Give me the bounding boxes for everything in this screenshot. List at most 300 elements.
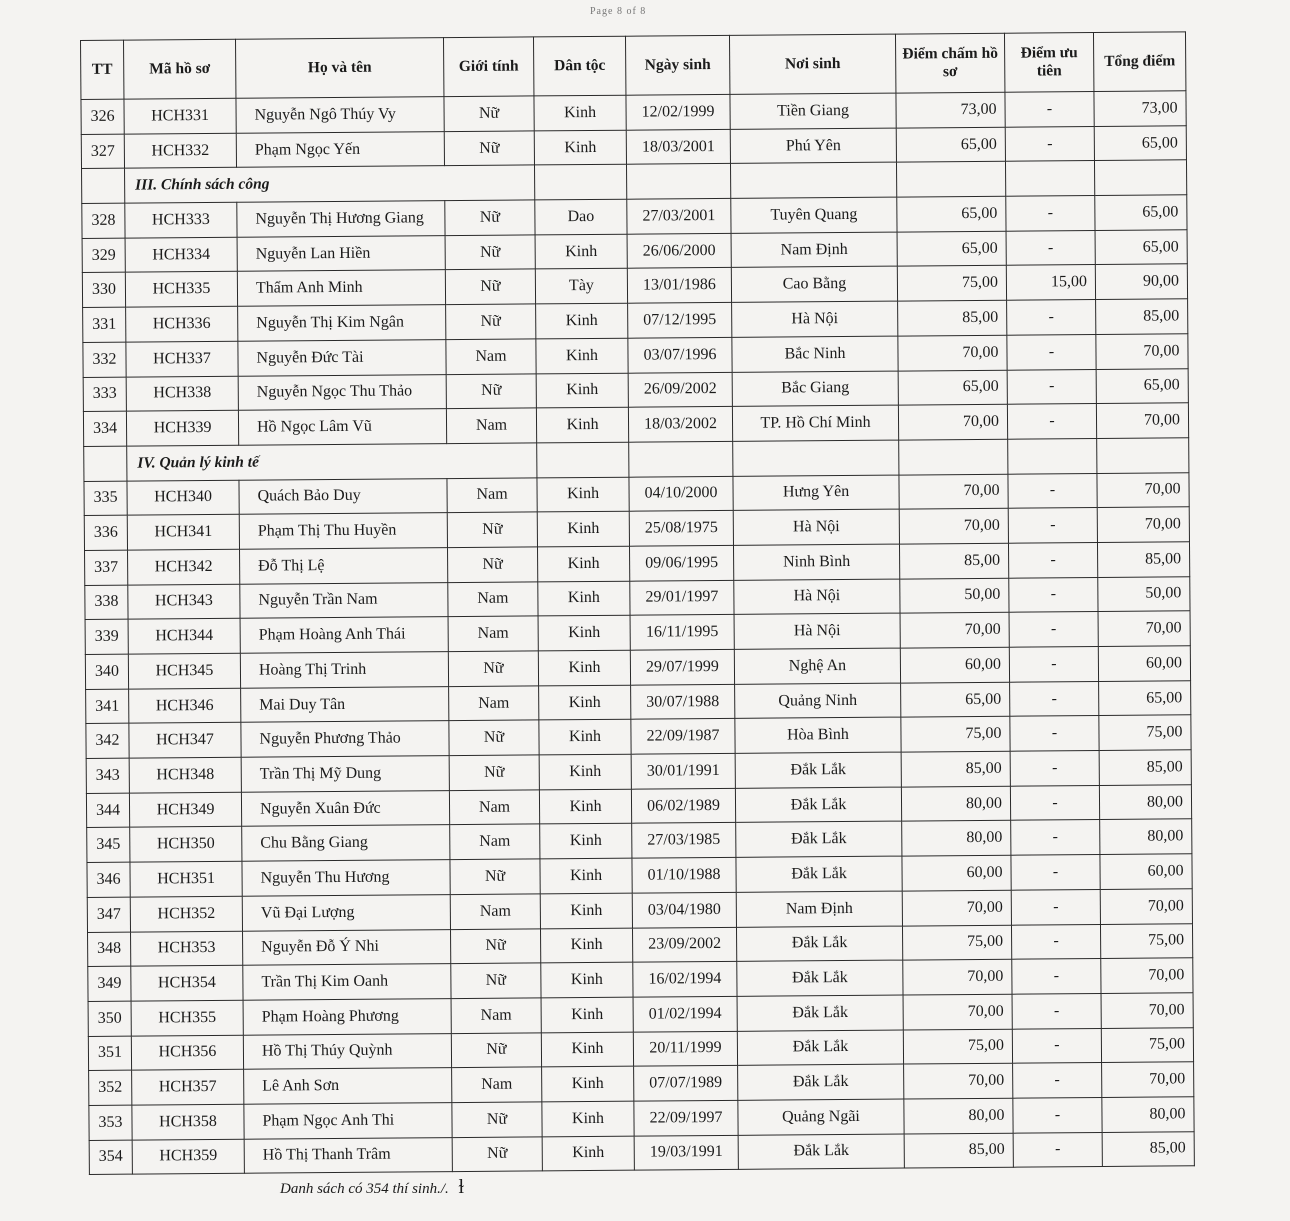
cell-gioi-tinh: Nam: [450, 824, 540, 859]
cell-tt: 342: [86, 724, 129, 759]
cell-ma-ho-so: HCH335: [125, 272, 237, 308]
cell-ma-ho-so: HCH336: [126, 306, 238, 342]
cell-tong-diem: 70,00: [1098, 611, 1190, 646]
cell-tt: 348: [88, 932, 131, 967]
cell-noi-sinh: Đắk Lắk: [737, 960, 903, 996]
cell-tong-diem: 85,00: [1102, 1131, 1194, 1166]
cell-tong-diem: 65,00: [1096, 368, 1188, 403]
cell-dan-toc: Kinh: [540, 824, 632, 859]
cell-tong-diem: 75,00: [1099, 715, 1191, 750]
cell-tt: 326: [81, 99, 124, 134]
cell-ho-va-ten: Hồ Thị Thanh Trâm: [244, 1137, 452, 1173]
cell-ngay-sinh: 03/07/1996: [628, 337, 732, 373]
section-empty-cell: [1097, 438, 1189, 473]
cell-ngay-sinh: 07/12/1995: [628, 303, 732, 339]
cell-noi-sinh: Đắk Lắk: [735, 752, 901, 788]
cell-ma-ho-so: HCH357: [132, 1069, 244, 1105]
cell-tt: 331: [83, 307, 126, 342]
cell-ho-va-ten: Vũ Đại Lượng: [242, 894, 450, 930]
cell-ngay-sinh: 16/02/1994: [633, 962, 737, 998]
cell-tong-diem: 70,00: [1096, 403, 1188, 438]
cell-ma-ho-so: HCH348: [129, 757, 241, 793]
cell-tt: 340: [85, 654, 128, 689]
cell-tong-diem: 80,00: [1099, 785, 1191, 820]
cell-diem-cham-ho-so: 85,00: [901, 751, 1010, 787]
cell-tong-diem: 75,00: [1100, 923, 1192, 958]
cell-ma-ho-so: HCH351: [130, 861, 242, 897]
cell-diem-cham-ho-so: 65,00: [897, 196, 1006, 232]
cell-tt: 349: [88, 966, 131, 1001]
cell-ho-va-ten: Nguyễn Ngọc Thu Thảo: [238, 374, 446, 410]
cell-dan-toc: Kinh: [539, 789, 631, 824]
cell-ho-va-ten: Lê Anh Sơn: [244, 1068, 452, 1104]
cell-ngay-sinh: 22/09/1997: [634, 1100, 738, 1136]
cell-tong-diem: 65,00: [1095, 230, 1187, 265]
cell-diem-cham-ho-so: 80,00: [902, 821, 1011, 857]
cell-diem-uu-tien: -: [1011, 820, 1100, 855]
section-empty-cell: [730, 162, 896, 198]
cell-ho-va-ten: Nguyễn Thu Hương: [242, 860, 450, 896]
cell-noi-sinh: Quảng Ninh: [735, 683, 901, 719]
cell-dan-toc: Kinh: [539, 754, 631, 789]
cell-diem-uu-tien: -: [1005, 126, 1094, 161]
cell-noi-sinh: Nam Định: [731, 232, 897, 268]
cell-tong-diem: 70,00: [1100, 889, 1192, 924]
cell-ma-ho-so: HCH337: [126, 341, 238, 377]
cell-dan-toc: Kinh: [536, 338, 628, 373]
cell-ngay-sinh: 04/10/2000: [629, 476, 733, 512]
cell-gioi-tinh: Nam: [449, 686, 539, 721]
cell-ngay-sinh: 26/09/2002: [628, 372, 732, 408]
cell-diem-cham-ho-so: 75,00: [901, 717, 1010, 753]
section-empty-cell: [626, 164, 730, 200]
cell-noi-sinh: Đắk Lắk: [736, 822, 902, 858]
cell-tt: 328: [82, 203, 125, 238]
candidate-count-text: Danh sách có 354 thí sinh./.: [280, 1181, 449, 1197]
cell-gioi-tinh: Nữ: [452, 1137, 542, 1172]
cell-ma-ho-so: HCH332: [124, 133, 236, 169]
cell-tt: 345: [87, 828, 130, 863]
cell-tong-diem: 70,00: [1102, 1062, 1194, 1097]
cell-noi-sinh: Đắk Lắk: [737, 995, 903, 1031]
cell-tong-diem: 65,00: [1095, 195, 1187, 230]
cell-dan-toc: Dao: [535, 199, 627, 234]
column-header-ho-va-ten: Họ và tên: [235, 38, 443, 99]
section-empty-cell: [629, 441, 733, 477]
cell-diem-cham-ho-so: 70,00: [898, 335, 1007, 371]
cell-diem-uu-tien: -: [1013, 1063, 1102, 1098]
cell-diem-cham-ho-so: 70,00: [899, 474, 1008, 510]
table-header-row: [81, 32, 1186, 100]
cell-noi-sinh: Hòa Bình: [735, 717, 901, 753]
cell-ma-ho-so: HCH356: [131, 1035, 243, 1071]
cell-tt: 347: [87, 897, 130, 932]
cell-dan-toc: Kinh: [536, 373, 628, 408]
cell-ho-va-ten: Nguyễn Xuân Đức: [241, 790, 449, 826]
cell-tt: 341: [86, 689, 129, 724]
cell-ho-va-ten: Nguyễn Lan Hiền: [237, 235, 445, 271]
cell-diem-cham-ho-so: 65,00: [897, 231, 1006, 267]
cell-ho-va-ten: Hoàng Thị Trinh: [240, 652, 448, 688]
cell-tt: 334: [83, 411, 126, 446]
cell-ngay-sinh: 23/09/2002: [632, 927, 736, 963]
cell-tt: 335: [84, 481, 127, 516]
column-header-tong-diem: Tổng điểm: [1093, 32, 1185, 92]
section-empty-cell: [534, 165, 626, 200]
cell-ma-ho-so: HCH354: [131, 965, 243, 1001]
cell-dan-toc: Kinh: [534, 95, 626, 130]
cell-ngay-sinh: 18/03/2002: [628, 407, 732, 443]
cell-dan-toc: Kinh: [541, 962, 633, 997]
cell-diem-uu-tien: -: [1008, 508, 1097, 543]
cell-ho-va-ten: Nguyễn Đức Tài: [238, 339, 446, 375]
cell-diem-cham-ho-so: 85,00: [904, 1133, 1013, 1169]
cell-gioi-tinh: Nữ: [449, 755, 539, 790]
cell-ngay-sinh: 01/02/1994: [633, 996, 737, 1032]
cell-ngay-sinh: 22/09/1987: [631, 719, 735, 755]
cell-diem-cham-ho-so: 80,00: [904, 1098, 1013, 1134]
cell-ngay-sinh: 26/06/2000: [627, 233, 731, 269]
cell-diem-uu-tien: -: [1010, 785, 1099, 820]
cell-diem-uu-tien: -: [1011, 855, 1100, 890]
column-header-noi-sinh: Nơi sinh: [729, 34, 895, 94]
cell-dan-toc: Kinh: [542, 1136, 634, 1171]
table-body: [81, 91, 1194, 1175]
cell-tong-diem: 85,00: [1097, 542, 1189, 577]
cell-noi-sinh: Bắc Ninh: [732, 336, 898, 372]
section-empty-cell: [896, 162, 1005, 198]
cell-diem-uu-tien: -: [1009, 612, 1098, 647]
cell-ho-va-ten: Hồ Thị Thúy Quỳnh: [243, 1033, 451, 1069]
cell-noi-sinh: Quảng Ngãi: [738, 1099, 904, 1135]
cell-diem-uu-tien: -: [1009, 647, 1098, 682]
cell-tt: 333: [83, 377, 126, 412]
cell-ho-va-ten: Phạm Thị Thu Huyền: [239, 513, 447, 549]
section-empty-cell: [84, 446, 127, 481]
cell-tong-diem: 60,00: [1098, 646, 1190, 681]
cell-dan-toc: Kinh: [542, 1066, 634, 1101]
cell-ngay-sinh: 18/03/2001: [626, 129, 730, 165]
cell-noi-sinh: Cao Bằng: [731, 267, 897, 303]
cell-tong-diem: 70,00: [1097, 472, 1189, 507]
cell-gioi-tinh: Nam: [446, 408, 536, 443]
cell-diem-uu-tien: -: [1006, 230, 1095, 265]
cell-gioi-tinh: Nữ: [446, 373, 536, 408]
cell-ma-ho-so: HCH340: [127, 480, 239, 516]
cell-gioi-tinh: Nữ: [445, 235, 535, 270]
cell-dan-toc: Kinh: [537, 477, 629, 512]
section-empty-cell: [1094, 160, 1186, 195]
cell-diem-cham-ho-so: 75,00: [897, 266, 1006, 302]
cell-dan-toc: Kinh: [535, 234, 627, 269]
cell-tt: 329: [82, 238, 125, 273]
column-header-diem-uu-tien: Điểm ưu tiên: [1004, 33, 1093, 93]
section-empty-cell: [82, 169, 125, 204]
cell-gioi-tinh: Nữ: [445, 200, 535, 235]
cell-dan-toc: Kinh: [538, 581, 630, 616]
cell-tt: 337: [85, 550, 128, 585]
cell-gioi-tinh: Nữ: [447, 512, 537, 547]
cell-dan-toc: Kinh: [539, 685, 631, 720]
cell-ngay-sinh: 09/06/1995: [629, 545, 733, 581]
cell-tong-diem: 75,00: [1101, 1027, 1193, 1062]
page-number-mark: Page 8 of 8: [590, 6, 647, 17]
table-row: [89, 1131, 1194, 1174]
cell-gioi-tinh: Nữ: [444, 131, 534, 166]
cell-noi-sinh: Nam Định: [736, 891, 902, 927]
cell-diem-cham-ho-so: 85,00: [899, 543, 1008, 579]
cell-diem-uu-tien: -: [1008, 473, 1097, 508]
column-header-tt: TT: [81, 40, 124, 99]
cell-dan-toc: Kinh: [541, 997, 633, 1032]
cell-noi-sinh: Ninh Bình: [733, 544, 899, 580]
cell-diem-uu-tien: -: [1007, 300, 1096, 335]
cell-diem-uu-tien: -: [1013, 1132, 1102, 1167]
cell-ho-va-ten: Nguyễn Thị Kim Ngân: [238, 305, 446, 341]
cell-diem-cham-ho-so: 65,00: [896, 127, 1005, 163]
cell-noi-sinh: Hà Nội: [734, 613, 900, 649]
candidate-list-sheet: [80, 31, 1194, 1175]
cell-dan-toc: Kinh: [536, 407, 628, 442]
cell-ma-ho-so: HCH342: [128, 549, 240, 585]
cell-gioi-tinh: Nữ: [449, 720, 539, 755]
cell-ngay-sinh: 27/03/1985: [632, 823, 736, 859]
cell-diem-uu-tien: -: [1008, 542, 1097, 577]
cell-diem-cham-ho-so: 50,00: [900, 578, 1009, 614]
cell-diem-uu-tien: -: [1007, 334, 1096, 369]
section-empty-cell: [733, 440, 899, 476]
cell-diem-uu-tien: -: [1010, 681, 1099, 716]
cell-dan-toc: Kinh: [540, 858, 632, 893]
cell-diem-cham-ho-so: 85,00: [898, 300, 1007, 336]
cell-ngay-sinh: 20/11/1999: [633, 1031, 737, 1067]
cell-tt: 354: [89, 1140, 132, 1175]
column-header-ma-ho-so: Mã hồ sơ: [124, 39, 236, 99]
cell-tong-diem: 73,00: [1094, 91, 1186, 126]
cell-tong-diem: 70,00: [1101, 993, 1193, 1028]
column-header-dan-toc: Dân tộc: [533, 36, 625, 96]
cell-tong-diem: 85,00: [1096, 299, 1188, 334]
cell-ho-va-ten: Nguyễn Ngô Thúy Vy: [236, 97, 444, 133]
cell-tt: 343: [86, 758, 129, 793]
cell-tt: 327: [81, 134, 124, 169]
cell-gioi-tinh: Nữ: [444, 96, 534, 131]
cell-tong-diem: 65,00: [1094, 126, 1186, 161]
cell-diem-uu-tien: -: [1009, 577, 1098, 612]
cell-dan-toc: Kinh: [537, 546, 629, 581]
footer-note: [280, 1176, 464, 1199]
cell-ma-ho-so: HCH358: [132, 1104, 244, 1140]
cell-diem-uu-tien: 15,00: [1006, 265, 1095, 300]
cell-tong-diem: 80,00: [1102, 1097, 1194, 1132]
cell-ho-va-ten: Đỗ Thị Lệ: [240, 548, 448, 584]
cell-tt: 346: [87, 862, 130, 897]
section-title: IV. Quản lý kinh tế: [127, 443, 537, 481]
cell-gioi-tinh: Nữ: [451, 1032, 541, 1067]
cell-tong-diem: 60,00: [1100, 854, 1192, 889]
cell-noi-sinh: Đắk Lắk: [735, 787, 901, 823]
cell-noi-sinh: Đắk Lắk: [738, 1134, 904, 1170]
cell-tt: 350: [88, 1001, 131, 1036]
cell-noi-sinh: Hà Nội: [732, 301, 898, 337]
cell-tt: 344: [86, 793, 129, 828]
cell-ma-ho-so: HCH334: [125, 237, 237, 273]
cell-diem-cham-ho-so: 70,00: [900, 613, 1009, 649]
cell-tt: 352: [89, 1070, 132, 1105]
cell-diem-cham-ho-so: 65,00: [901, 682, 1010, 718]
cell-diem-uu-tien: -: [1006, 196, 1095, 231]
cell-gioi-tinh: Nữ: [447, 547, 537, 582]
cell-diem-uu-tien: -: [1011, 924, 1100, 959]
cell-ngay-sinh: 12/02/1999: [626, 94, 730, 130]
cell-gioi-tinh: Nam: [446, 339, 536, 374]
cell-tong-diem: 90,00: [1095, 264, 1187, 299]
cell-ngay-sinh: 19/03/1991: [634, 1135, 738, 1171]
cell-dan-toc: Kinh: [541, 1032, 633, 1067]
cell-tt: 351: [88, 1036, 131, 1071]
cell-diem-cham-ho-so: 60,00: [900, 647, 1009, 683]
cell-diem-uu-tien: -: [1010, 716, 1099, 751]
cell-ma-ho-so: HCH338: [126, 376, 238, 412]
cell-ma-ho-so: HCH355: [131, 1000, 243, 1036]
cell-ho-va-ten: Quách Bảo Duy: [239, 478, 447, 514]
cell-gioi-tinh: Nam: [449, 790, 539, 825]
cell-noi-sinh: Đắk Lắk: [738, 1064, 904, 1100]
cell-gioi-tinh: Nam: [448, 616, 538, 651]
cell-noi-sinh: Tiền Giang: [730, 93, 896, 129]
cell-ngay-sinh: 30/01/1991: [631, 753, 735, 789]
cell-ngay-sinh: 25/08/1975: [629, 511, 733, 547]
cell-noi-sinh: Phú Yên: [730, 128, 896, 164]
cell-gioi-tinh: Nữ: [450, 928, 540, 963]
cell-tong-diem: 70,00: [1096, 334, 1188, 369]
cell-ho-va-ten: Phạm Ngọc Yến: [236, 131, 444, 167]
cell-ngay-sinh: 01/10/1988: [632, 857, 736, 893]
cell-ho-va-ten: Mai Duy Tân: [241, 686, 449, 722]
cell-ngay-sinh: 16/11/1995: [630, 615, 734, 651]
cell-dan-toc: Kinh: [539, 720, 631, 755]
cell-dan-toc: Kinh: [538, 616, 630, 651]
cell-ho-va-ten: Nguyễn Đỗ Ý Nhi: [243, 929, 451, 965]
cell-gioi-tinh: Nữ: [446, 304, 536, 339]
cell-diem-uu-tien: -: [1012, 993, 1101, 1028]
cell-diem-cham-ho-so: 70,00: [898, 404, 1007, 440]
cell-ma-ho-so: HCH353: [131, 931, 243, 967]
cell-dan-toc: Kinh: [536, 303, 628, 338]
cell-diem-cham-ho-so: 60,00: [902, 855, 1011, 891]
cell-ma-ho-so: HCH341: [127, 515, 239, 551]
cell-diem-cham-ho-so: 70,00: [904, 1063, 1013, 1099]
section-empty-cell: [1005, 161, 1094, 196]
cell-ma-ho-so: HCH352: [130, 896, 242, 932]
cell-ho-va-ten: Phạm Ngọc Anh Thi: [244, 1103, 452, 1139]
cell-ngay-sinh: 07/07/1989: [634, 1066, 738, 1102]
cell-ho-va-ten: Phạm Hoàng Anh Thái: [240, 617, 448, 653]
cell-tt: 338: [85, 585, 128, 620]
cell-noi-sinh: Đắk Lắk: [737, 1030, 903, 1066]
cell-ma-ho-so: HCH331: [124, 98, 236, 134]
cell-ngay-sinh: 27/03/2001: [627, 198, 731, 234]
cell-dan-toc: Kinh: [537, 511, 629, 546]
column-header-gioi-tinh: Giới tính: [443, 37, 533, 97]
cell-dan-toc: Kinh: [540, 928, 632, 963]
cell-ma-ho-so: HCH359: [132, 1139, 244, 1175]
cell-diem-cham-ho-so: 75,00: [902, 925, 1011, 961]
cell-tong-diem: 65,00: [1099, 680, 1191, 715]
cell-ho-va-ten: Chu Bằng Giang: [242, 825, 450, 861]
cell-dan-toc: Kinh: [538, 650, 630, 685]
cell-diem-uu-tien: -: [1011, 889, 1100, 924]
cell-noi-sinh: Nghệ An: [734, 648, 900, 684]
cell-ho-va-ten: Phạm Hoàng Phương: [243, 998, 451, 1034]
cell-ho-va-ten: Nguyễn Thị Hương Giang: [237, 201, 445, 237]
section-empty-cell: [899, 439, 1008, 475]
cell-ngay-sinh: 13/01/1986: [627, 268, 731, 304]
section-empty-cell: [1008, 438, 1097, 473]
cell-diem-cham-ho-so: 70,00: [903, 959, 1012, 995]
cell-noi-sinh: Đắk Lắk: [736, 856, 902, 892]
cell-diem-cham-ho-so: 75,00: [903, 1029, 1012, 1065]
cell-tong-diem: 70,00: [1097, 507, 1189, 542]
cell-gioi-tinh: Nữ: [450, 859, 540, 894]
cell-tt: 339: [85, 619, 128, 654]
cell-ma-ho-so: HCH347: [129, 723, 241, 759]
cell-diem-uu-tien: -: [1007, 369, 1096, 404]
cell-ngay-sinh: 06/02/1989: [631, 788, 735, 824]
column-header-ngay-sinh: Ngày sinh: [625, 35, 729, 95]
signature-mark: ɫ: [458, 1176, 465, 1198]
cell-diem-cham-ho-so: 70,00: [903, 994, 1012, 1030]
cell-ma-ho-so: HCH343: [128, 584, 240, 620]
cell-diem-uu-tien: -: [1012, 959, 1101, 994]
cell-diem-uu-tien: -: [1007, 404, 1096, 439]
section-empty-cell: [537, 442, 629, 477]
cell-ma-ho-so: HCH344: [128, 619, 240, 655]
cell-diem-cham-ho-so: 65,00: [898, 370, 1007, 406]
cell-ma-ho-so: HCH346: [129, 688, 241, 724]
cell-ngay-sinh: 03/04/1980: [632, 892, 736, 928]
cell-ngay-sinh: 29/07/1999: [630, 649, 734, 685]
cell-ho-va-ten: Thẩm Anh Minh: [237, 270, 445, 306]
cell-tong-diem: 70,00: [1101, 958, 1193, 993]
cell-ngay-sinh: 30/07/1988: [631, 684, 735, 720]
cell-gioi-tinh: Nữ: [445, 269, 535, 304]
cell-dan-toc: Kinh: [540, 893, 632, 928]
cell-noi-sinh: Bắc Giang: [732, 371, 898, 407]
cell-diem-cham-ho-so: 70,00: [902, 890, 1011, 926]
cell-dan-toc: Kinh: [542, 1101, 634, 1136]
cell-gioi-tinh: Nữ: [451, 963, 541, 998]
cell-ma-ho-so: HCH350: [130, 827, 242, 863]
cell-diem-uu-tien: -: [1012, 1028, 1101, 1063]
cell-gioi-tinh: Nam: [451, 998, 541, 1033]
cell-gioi-tinh: Nữ: [452, 1102, 542, 1137]
cell-gioi-tinh: Nữ: [448, 651, 538, 686]
cell-ho-va-ten: Trần Thị Mỹ Dung: [241, 756, 449, 792]
cell-tong-diem: 50,00: [1098, 576, 1190, 611]
column-header-diem-cham-ho-so: Điểm chấm hồ sơ: [895, 33, 1004, 93]
section-title: III. Chính sách công: [125, 165, 535, 203]
cell-ma-ho-so: HCH349: [129, 792, 241, 828]
cell-diem-uu-tien: -: [1010, 751, 1099, 786]
cell-tt: 353: [89, 1105, 132, 1140]
cell-ho-va-ten: Nguyễn Phương Thảo: [241, 721, 449, 757]
cell-ma-ho-so: HCH345: [128, 653, 240, 689]
cell-tt: 336: [84, 515, 127, 550]
cell-tt: 330: [82, 273, 125, 308]
cell-ngay-sinh: 29/01/1997: [630, 580, 734, 616]
cell-ho-va-ten: Nguyễn Trần Nam: [240, 582, 448, 618]
